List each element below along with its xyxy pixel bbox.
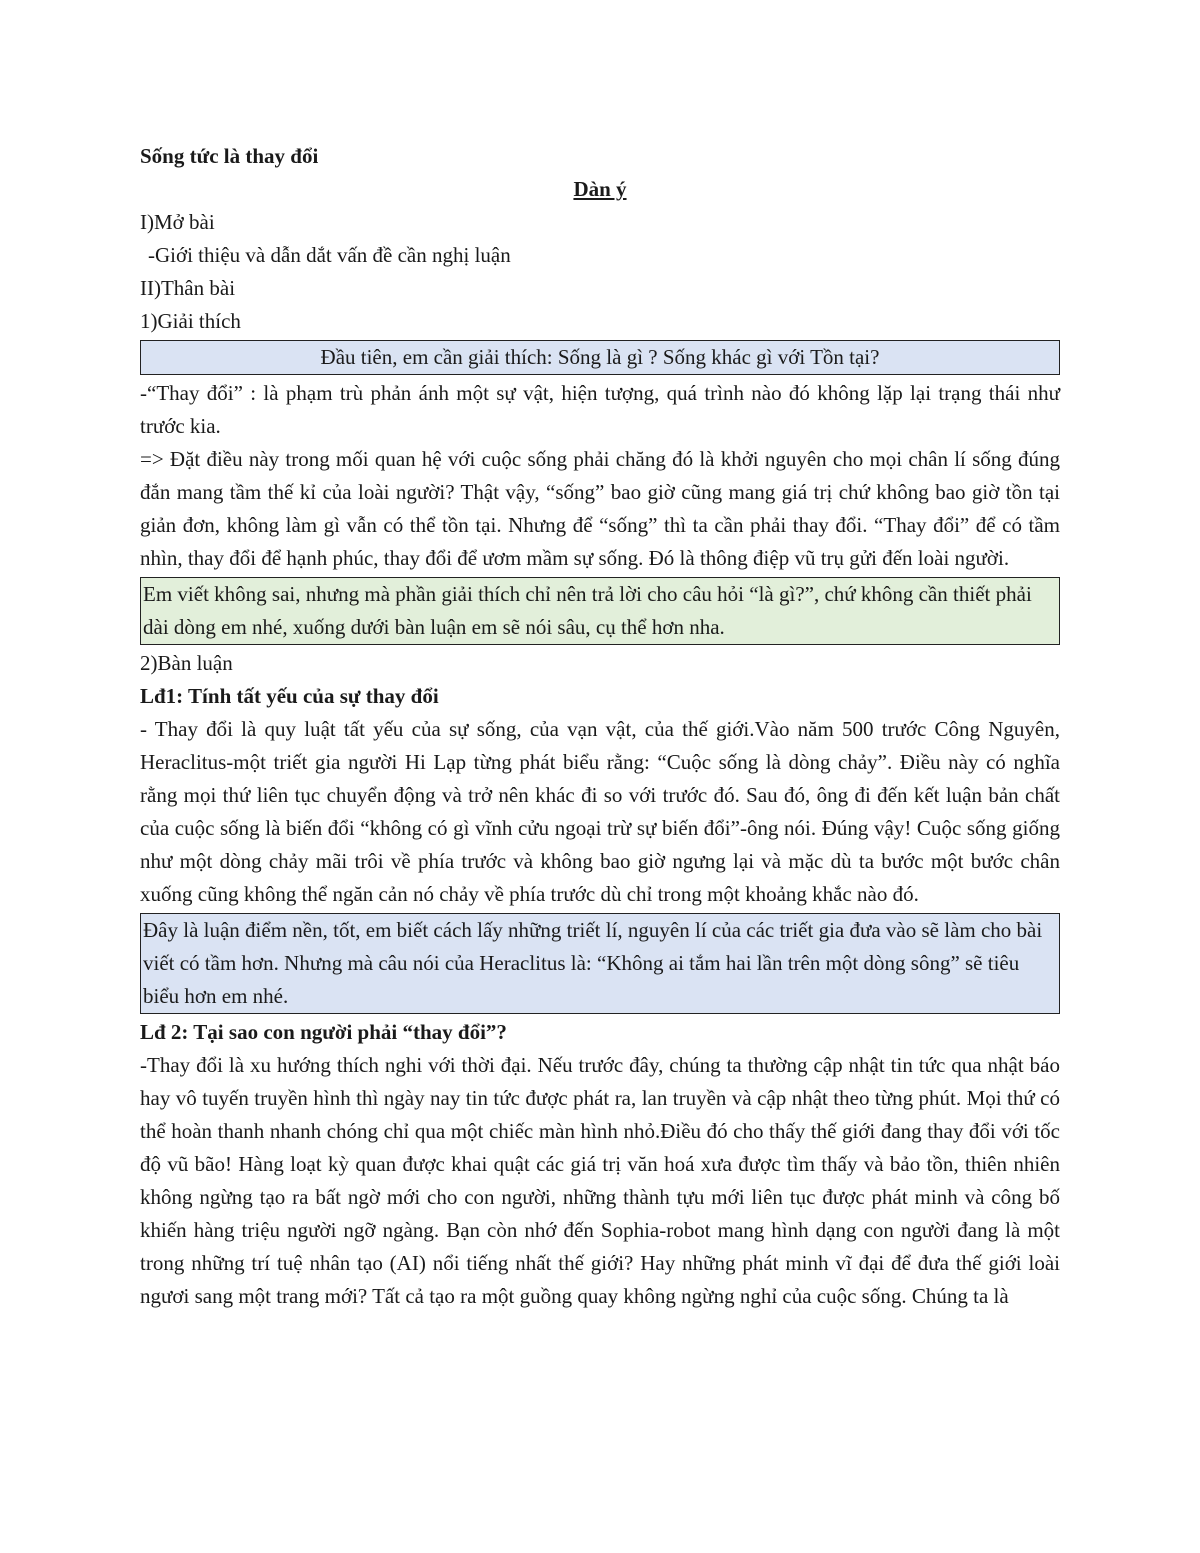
teacher-comment-1: Đầu tiên, em cần giải thích: Sống là gì ? Sống khác gì với Tồn tại? xyxy=(140,340,1060,375)
paragraph-argument-1: - Thay đổi là quy luật tất yếu của sự sống, của vạn vật, của thế giới.Vào năm 500 trước Công Nguyên, Heraclitus-một triết gia người Hi Lạp từng phát biểu rằng: “Cuộc sống là dòng chảy”. Điều này có nghĩa rằng mọi thứ liên tục chuyển động và trở nên khác đi so với trước đó. Sau đó, ông đi đến kết luận bản chất của cuộc sống là biến đổi “không có gì vĩnh cửu ngoại trừ sự biến đổi”-ông nói. Đúng vậy! Cuộc sống giống như một dòng chảy mãi trôi về phía trước và không bao giờ ngưng lại và mặc dù ta bước một bước chân xuống cũng không thể ngăn cản nó chảy về phía trước dù chỉ trong một khoảng khắc nào đó. xyxy=(140,717,1060,906)
intro-item: -Giới thiệu và dẫn dắt vấn đề cần nghị luận xyxy=(148,243,511,267)
argument-2-heading: Lđ 2: Tại sao con người phải “thay đổi”? xyxy=(140,1020,507,1044)
section-body-heading: II)Thân bài xyxy=(140,276,236,300)
document-body xyxy=(140,140,1060,1313)
teacher-comment-3: Đây là luận điểm nền, tốt, em biết cách lấy những triết lí, nguyên lí của các triết gia đưa vào sẽ làm cho bài viết có tầm hơn. Nhưng mà câu nói của Heraclitus là: “Không ai tắm hai lần trên một dòng sông” sẽ tiêu biểu hơn em nhé. xyxy=(140,913,1060,1014)
section-intro-heading: I)Mở bài xyxy=(140,210,215,234)
paragraph-explanation: => Đặt điều này trong mối quan hệ với cuộc sống phải chăng đó là khởi nguyên cho mọi chân lí sống đúng đắn mang tầm thế kỉ của loài người? Thật vậy, “sống” bao giờ cũng mang giá trị chứ không bao giờ tồn tại giản đơn, không làm gì vẫn có thể tồn tại. Nhưng để “sống” thì ta cần phải thay đổi. “Thay đổi” để có tầm nhìn, thay đổi để hạnh phúc, thay đổi để ươm mầm sự sống. Đó là thông điệp vũ trụ gửi đến loài người. xyxy=(140,447,1060,570)
argument-1-heading: Lđ1: Tính tất yếu của sự thay đổi xyxy=(140,684,439,708)
subsection-explain-heading: 1)Giải thích xyxy=(140,309,241,333)
document-title: Sống tức là thay đổi xyxy=(140,144,319,168)
outline-heading: Dàn ý xyxy=(573,177,627,201)
subsection-discussion-heading: 2)Bàn luận xyxy=(140,651,233,675)
paragraph-argument-2: -Thay đổi là xu hướng thích nghi với thời đại. Nếu trước đây, chúng ta thường cập nhật tin tức qua nhật báo hay vô tuyến truyền hình thì ngày nay tin tức được phát ra, lan truyền và cập nhật theo từng phút. Mọi thứ có thể hoàn thanh nhanh chóng chỉ qua một chiếc màn hình nhỏ.Điều đó cho thấy thế giới đang thay đổi với tốc độ vũ bão! Hàng loạt kỳ quan được khai quật các giá trị văn hoá xưa được tìm thấy và bảo tồn, thiên nhiên không ngừng tạo ra bất ngờ mới cho con người, những thành tựu mới liên tục được phát minh và công bố khiến hàng triệu người ngỡ ngàng. Bạn còn nhớ đến Sophia-robot mang hình dạng con người đang là một trong những trí tuệ nhân tạo (AI) nổi tiếng nhất thế giới? Hay những phát minh vĩ đại để đưa thế giới loài ngươi sang một trang mới? Tất cả tạo ra một guồng quay không ngừng nghỉ của cuộc sống. Chúng ta là xyxy=(140,1053,1060,1308)
teacher-comment-2: Em viết không sai, nhưng mà phần giải thích chỉ nên trả lời cho câu hỏi “là gì?”, chứ không cần thiết phải dài dòng em nhé, xuống dưới bàn luận em sẽ nói sâu, cụ thể hơn nha. xyxy=(140,577,1060,645)
paragraph-definition: -“Thay đổi” : là phạm trù phản ánh một sự vật, hiện tượng, quá trình nào đó không lặp lại trạng thái như trước kia. xyxy=(140,381,1060,438)
